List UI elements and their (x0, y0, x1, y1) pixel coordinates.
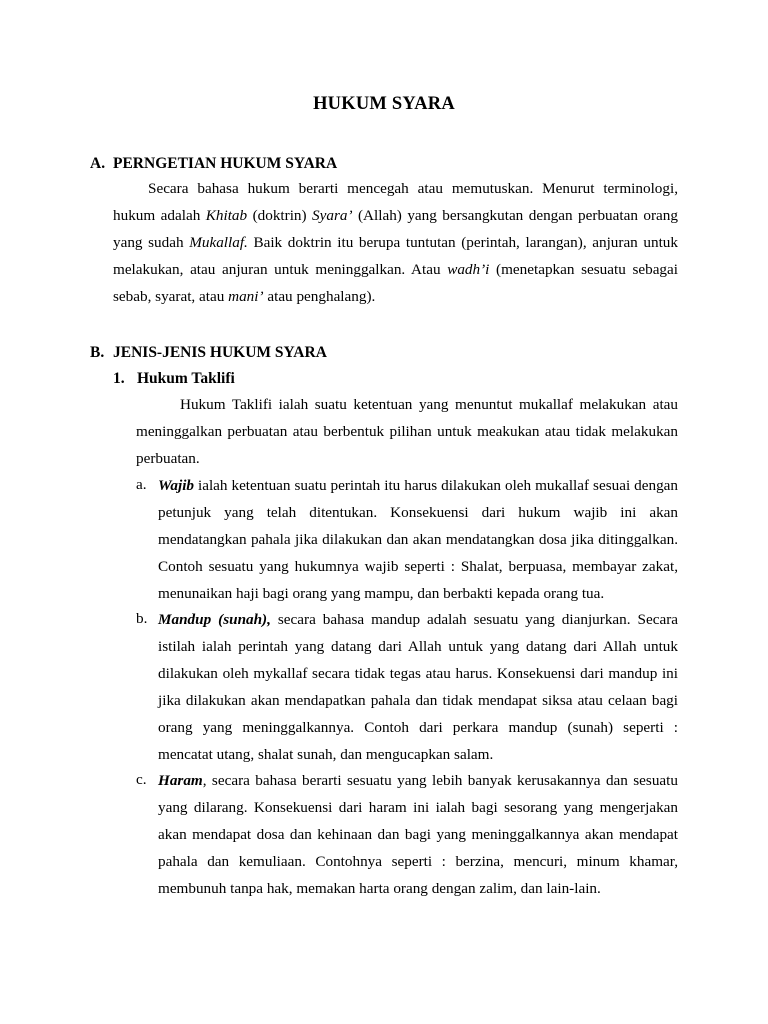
item-b-marker: b. (136, 610, 148, 627)
section-a-title: PERNGETIAN HUKUM SYARA (113, 155, 338, 172)
subsection-1-title: Hukum Taklifi (137, 370, 235, 387)
subsection-1-marker: 1. (113, 370, 125, 387)
term-mani: mani’ (228, 288, 264, 305)
term-mukallaf: Mukallaf. (189, 234, 248, 251)
item-c-paragraph: Haram, secara bahasa berarti sesuatu yang lebih banyak kerusakannya dan sesuatu yang dilarang. Konsekuensi dari haram ini ialah bagi sesorang yang mengerjakan akan mendapat dosa dan kehinaan dan bagi yang meninggalkannya akan mendapat pahala dan kemuliaan. Contohnya seperti : berzina, mencuri, minum khamar, membunuh tanpa hak, memakan harta orang dengan zalim, dan lain-lain. (158, 772, 678, 897)
page-title: HUKUM SYARA (313, 94, 455, 114)
item-a-paragraph: Wajib ialah ketentuan suatu perintah itu harus dilakukan oleh mukallaf sesuai dengan petunjuk yang telah ditentukan. Konsekuensi dari hukum wajib ini akan mendatangkan pahala jika dilakukan dan akan mendatangkan dosa jika ditinggalkan. Contoh sesuatu yang hukumnya wajib seperti : Shalat, berpuasa, membayar zakat, menunaikan haji bagi orang yang mampu, dan berbakti kepada orang tua. (158, 477, 678, 602)
term-syara: Syara’ (312, 207, 353, 224)
section-a-marker: A. (90, 155, 106, 172)
item-c-marker: c. (136, 771, 147, 788)
section-a-paragraph: Secara bahasa hukum berarti mencegah atau memutuskan. Menurut terminologi, hukum adalah Khitab (doktrin) Syara’ (Allah) yang bersangkutan dengan perbuatan orang yang sudah Mukallaf. Baik doktrin itu berupa tuntutan (perintah, larangan), anjuran untuk melakukan, atau anjuran untuk meninggalkan. Atau wadh’i (menetapkan sesuatu sebagai sebab, syarat, atau mani’ atau penghalang). (113, 180, 678, 305)
item-b-paragraph: Mandup (sunah), secara bahasa mandup adalah sesuatu yang dianjurkan. Secara istilah ialah perintah yang datang dari Allah untuk yang datang dari Allah untuk dilakukan oleh mykallaf secara tidak tegas atau harus. Konsekuensi dari mandup ini jika dilakukan akan mendapatkan pahala dan tidak mendapat siksa atau celaan bagi orang yang meninggalkannya. Contoh dari perkara mandup (sunah) seperti : mencatat utang, shalat sunah, dan mengucapkan salam. (158, 611, 678, 763)
item-c-term: Haram (158, 772, 203, 789)
term-khitab: Khitab (205, 207, 248, 224)
item-a-marker: a. (136, 476, 147, 493)
section-b-title: JENIS-JENIS HUKUM SYARA (113, 344, 327, 361)
term-wadhi: wadh’i (447, 261, 490, 278)
subsection-1-paragraph: Hukum Taklifi ialah suatu ketentuan yang menuntut mukallaf melakukan atau meninggalkan perbuatan atau berbentuk pilihan untuk meakukan atau tidak melakukan perbuatan. (136, 396, 678, 467)
section-a-heading (90, 155, 650, 177)
item-b-term: Mandup (sunah), (158, 611, 271, 628)
section-b-heading (90, 344, 650, 366)
subsection-1-heading (113, 370, 513, 392)
item-a-term: Wajib (158, 477, 195, 494)
section-b-marker: B. (90, 344, 105, 361)
